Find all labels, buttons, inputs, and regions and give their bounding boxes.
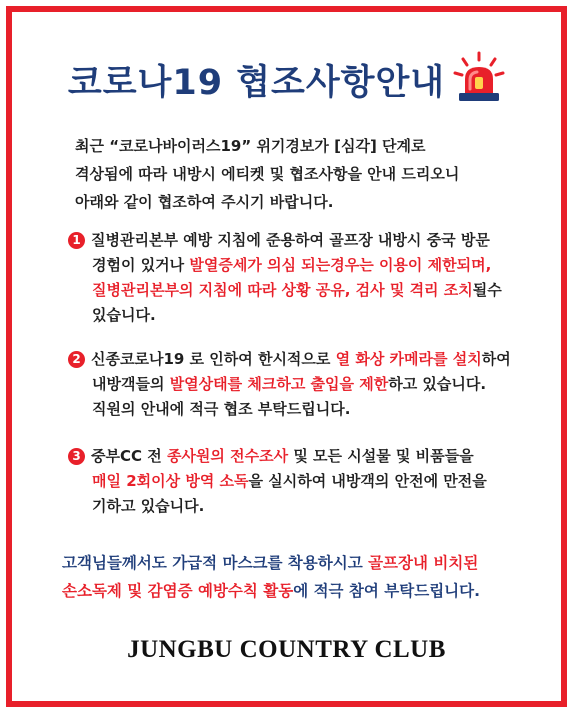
closing-text-emphasis: 골프장내 비치된 (368, 554, 479, 572)
item-text: 내방객들의 (92, 375, 170, 393)
item-text-emphasis: 매일 2회이상 방역 소독 (92, 472, 249, 490)
item-text: 하여 (481, 350, 511, 368)
notice-frame (6, 6, 567, 707)
closing-text: 에 적극 참여 부탁드립니다. (293, 582, 480, 600)
item-text: 하고 있습니다. (388, 375, 487, 393)
item-text: 기하고 있습니다. (92, 497, 205, 515)
notice-item-2 (68, 347, 538, 422)
item-text: 직원의 안내에 적극 협조 부탁드립니다. (92, 400, 351, 418)
item-text: 및 모든 시설물 및 비품들을 (288, 447, 474, 465)
item-text: 중부CC 전 (91, 447, 167, 465)
item-text-emphasis: 종사원의 전수조사 (166, 447, 289, 465)
intro-line: 최근 “코로나바이러스19” 위기경보가 [심각] 단계로 (75, 137, 426, 155)
closing-text-emphasis: 손소독제 및 감염증 예방수칙 활동 (62, 582, 294, 600)
item-text-emphasis: 발열상태를 체크하고 출입을 제한 (169, 375, 389, 393)
item-text: 경험이 있거나 (92, 256, 190, 274)
item-text: 신종코로나19 로 인하여 한시적으로 (91, 350, 336, 368)
intro-line: 아래와 같이 협조하여 주시기 바랍니다. (75, 193, 334, 211)
item-text: 을 실시하여 내방객의 안전에 만전을 (248, 472, 487, 490)
page-title: 코로나19 협조사항안내 (67, 63, 446, 103)
intro-line: 격상됨에 따라 내방시 에티켓 및 협조사항을 안내 드리오니 (75, 165, 460, 183)
closing-paragraph (62, 549, 542, 605)
item-number-badge: 3 (68, 448, 85, 465)
item-number-badge: 2 (68, 351, 85, 368)
item-text-emphasis: 발열증세가 의심 되는경우는 이용이 제한되며, (189, 256, 492, 274)
siren-alarm-icon (453, 51, 505, 103)
club-name-footer: JUNGBU COUNTRY CLUB (127, 636, 446, 663)
item-text: 있습니다. (92, 306, 156, 324)
item-text-emphasis: 질병관리본부의 지침에 따라 상황 공유, 검사 및 격리 조치 (92, 281, 473, 299)
notice-item-1 (68, 228, 538, 328)
item-text-emphasis: 열 화상 카메라를 설치 (335, 350, 482, 368)
item-number-badge: 1 (68, 232, 85, 249)
item-text: 질병관리본부 예방 지침에 준용하여 골프장 내방시 중국 방문 (91, 231, 490, 249)
notice-item-3 (68, 444, 538, 519)
intro-paragraph (75, 132, 535, 216)
item-text: 될수 (472, 281, 502, 299)
closing-text: 고객님들께서도 가급적 마스크를 착용하시고 (62, 554, 369, 572)
title-row (12, 50, 561, 110)
